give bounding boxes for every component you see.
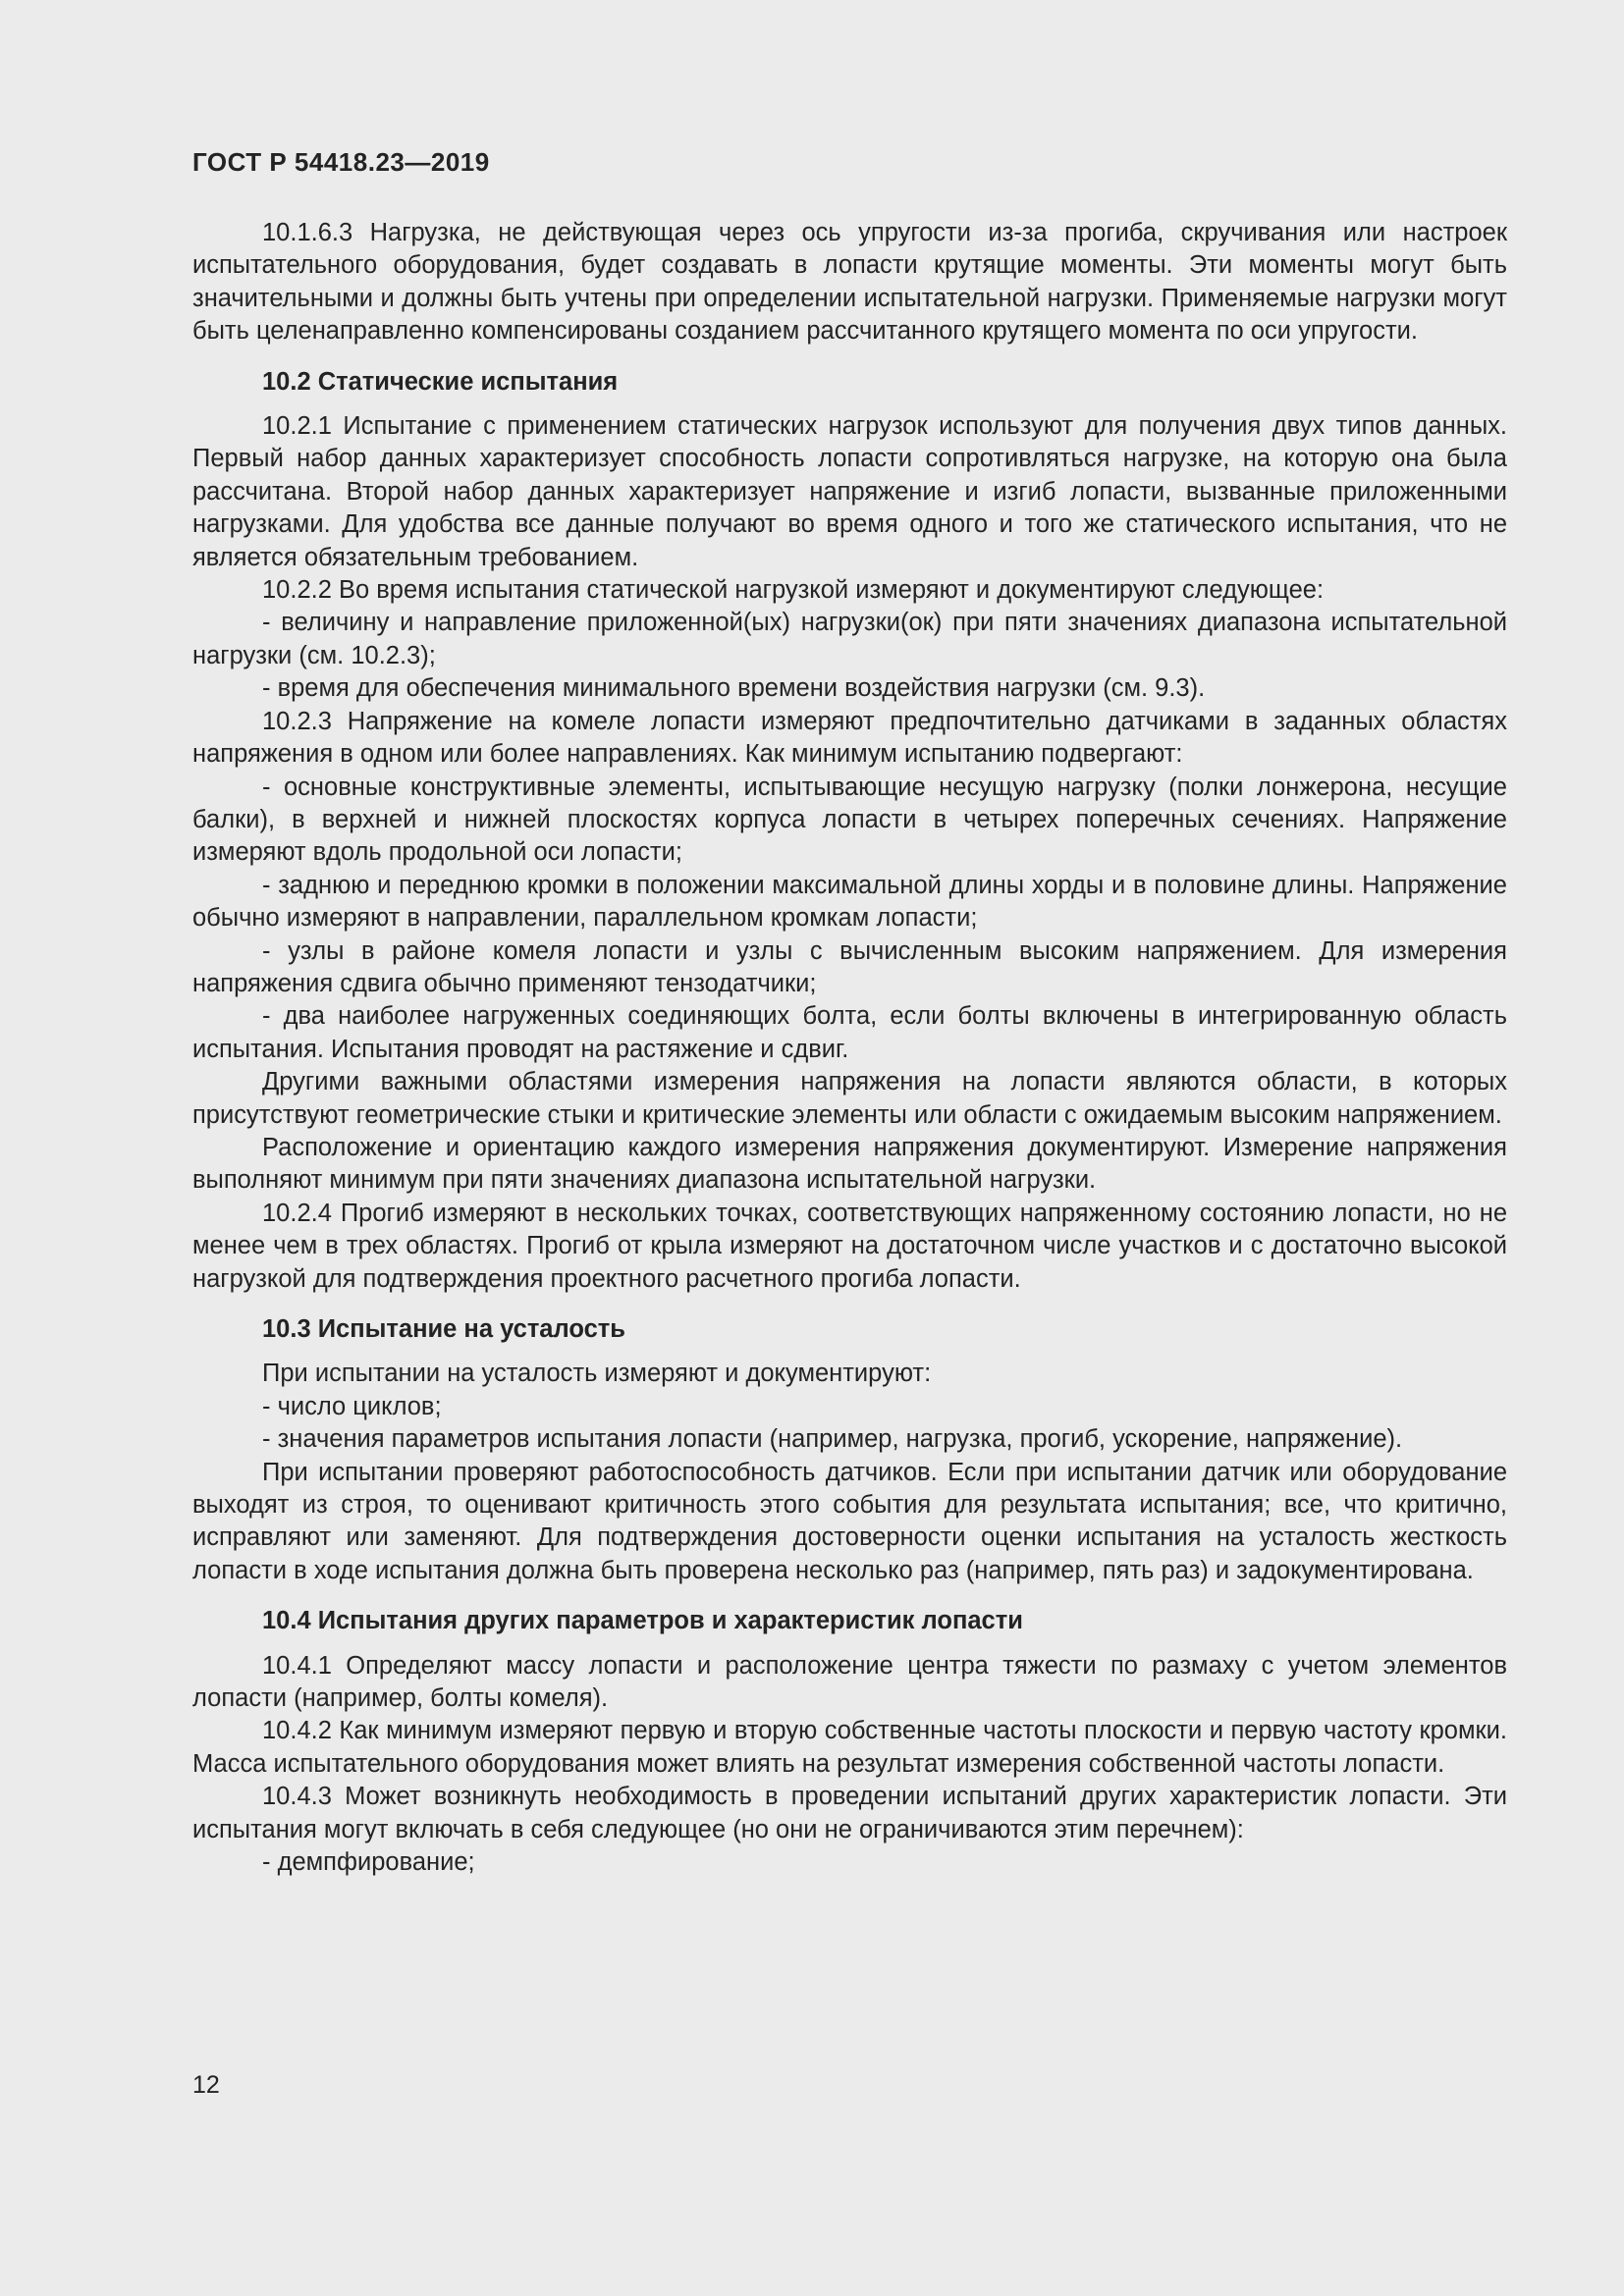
list-item-10-3-b: - значения параметров испытания лопасти (например, нагрузка, прогиб, ускорение, напряжение). [262, 1425, 1403, 1454]
paragraph-10-2-3-orientation: Расположение и ориентацию каждого измерения напряжения документируют. Измерение напряжения выполняют минимум при пяти значениях диапазона испытательной нагрузки. [192, 1133, 1507, 1195]
list-item-10-2-3-d: - два наиболее нагруженных соединяющих болта, если болты включены в интегрированную область испытания. Испытания проводят на растяжение и сдвиг. [192, 1002, 1507, 1063]
list-item-10-2-3-b: - заднюю и переднюю кромки в положении максимальной длины хорды и в половине длины. Напряжение обычно измеряют в направлении, параллельном кромкам лопасти; [192, 871, 1507, 933]
document-header-id: ГОСТ Р 54418.23—2019 [192, 147, 490, 177]
paragraph-10-3-intro: При испытании на усталость измеряют и документируют: [262, 1360, 932, 1388]
paragraph-10-2-1: 10.2.1 Испытание с применением статических нагрузок используют для получения двух типов данных. Первый набор данных характеризует способность лопасти сопротивляться нагрузке, на которую она была рассчитана. Второй набор данных характеризует напряжение и изгиб лопасти, вызванные приложенными нагрузками. Для удобства все данные получают во время одного и того же статического испытания, что не является обязательным требованием. [192, 412, 1507, 571]
section-heading-10-2: 10.2 Статические испытания [262, 367, 619, 396]
paragraph-10-3-sensors: При испытании проверяют работоспособность датчиков. Если при испытании датчик или оборудование выходят из строя, то оценивают критичность этого события для результата испытания; все, что критично, исправляют или заменяют. Для подтверждения достоверности оценки испытания на усталость жесткость лопасти в ходе испытания должна быть проверена несколько раз (например, пять раз) и задокументирована. [192, 1458, 1507, 1584]
section-heading-10-4: 10.4 Испытания других параметров и характеристик лопасти [262, 1607, 1023, 1635]
list-item-10-2-2-a: - величину и направление приложенной(ых) нагрузки(ок) при пяти значениях диапазона испытательной нагрузки (см. 10.2.3); [192, 609, 1507, 669]
document-page [192, 147, 1507, 1880]
paragraph-10-2-3: 10.2.3 Напряжение на комеле лопасти измеряют предпочтительно датчиками в заданных областях напряжения в одном или более направлениях. Как минимум испытанию подвергают: [192, 707, 1507, 769]
list-item-10-2-3-c: - узлы в районе комеля лопасти и узлы с вычисленным высоким напряжением. Для измерения напряжения сдвига обычно применяют тензодатчики; [192, 936, 1507, 997]
list-item-10-2-2-b: - время для обеспечения минимального времени воздействия нагрузки (см. 9.3). [262, 674, 1206, 703]
paragraph-10-2-4: 10.2.4 Прогиб измеряют в нескольких точках, соответствующих напряженному состоянию лопасти, но не менее чем в трех областях. Прогиб от крыла измеряют на достаточном числе участков и с достаточно высокой нагрузкой для подтверждения проектного расчетного прогиба лопасти. [192, 1199, 1507, 1293]
paragraph-10-4-3: 10.4.3 Может возникнуть необходимость в проведении испытаний других характеристик лопасти. Эти испытания могут включать в себя следующее (но они не ограничиваются этим перечнем): [192, 1783, 1507, 1843]
paragraph-10-1-6-3: 10.1.6.3 Нагрузка, не действующая через ось упругости из-за прогиба, скручивания или настроек испытательного оборудования, будет создавать в лопасти крутящие моменты. Эти моменты могут быть значительными и должны быть учтены при определении испытательной нагрузки. Применяемые нагрузки могут быть целенаправленно компенсированы созданием рассчитанного крутящего момента по оси упругости. [192, 219, 1507, 346]
paragraph-10-2-2: 10.2.2 Во время испытания статической нагрузкой измеряют и документируют следующее: [262, 576, 1325, 605]
paragraph-10-2-3-other-areas: Другими важными областями измерения напряжения на лопасти являются области, в которых присутствуют геометрические стыки и критические элементы или области с ожидаемым высоким напряжением. [192, 1068, 1507, 1129]
page-number: 12 [192, 2071, 220, 2099]
list-item-10-2-3-a: - основные конструктивные элементы, испытывающие несущую нагрузку (полки лонжерона, несущие балки), в верхней и нижней плоскостях корпуса лопасти в четырех поперечных сечениях. Напряжение измеряют вдоль продольной оси лопасти; [192, 773, 1507, 867]
list-item-10-4-3-a: - демпфирование; [262, 1848, 475, 1877]
paragraph-10-4-1: 10.4.1 Определяют массу лопасти и расположение центра тяжести по размаху с учетом элементов лопасти (например, болты комеля). [192, 1651, 1507, 1713]
section-heading-10-3: 10.3 Испытание на усталость [262, 1315, 625, 1343]
list-item-10-3-a: - число циклов; [262, 1392, 442, 1420]
paragraph-10-4-2: 10.4.2 Как минимум измеряют первую и вторую собственные частоты плоскости и первую частоту кромки. Масса испытательного оборудования может влиять на результат измерения собственной частоты лопасти. [192, 1717, 1507, 1778]
